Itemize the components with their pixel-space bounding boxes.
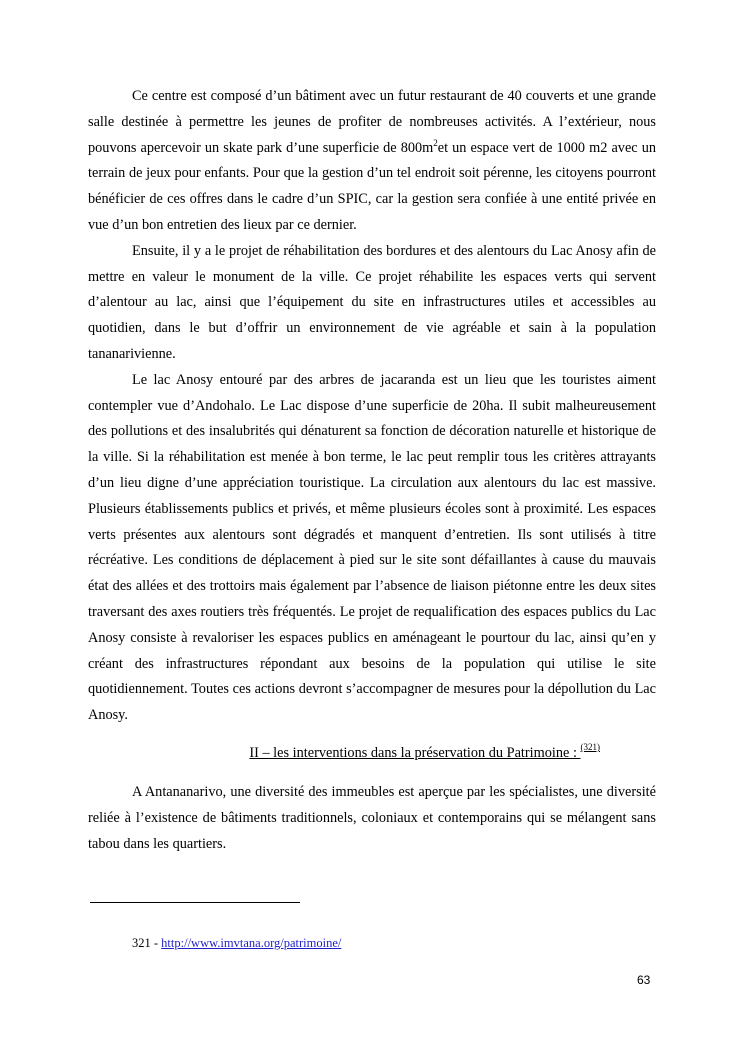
superscript-2: 2 [433, 137, 438, 148]
paragraph-antananarivo: A Antananarivo, une diversité des immeubles est aperçue par les spécialistes, une diversité reliée à l’existence de bâtiments traditionnels, coloniaux et contemporains qui se mélangent sans tabou dans les quartiers. [88, 783, 656, 852]
footnote-link[interactable]: http://www.imvtana.org/patrimoine/ [161, 936, 342, 950]
page-body [88, 84, 656, 857]
footnote [132, 935, 341, 951]
page-number: 63 [637, 973, 651, 987]
footnote-reference[interactable]: (321) [580, 741, 600, 752]
paragraph-centre [88, 84, 656, 239]
footnote-number: 321 - [132, 936, 162, 950]
footnote-separator [90, 902, 300, 903]
section-heading [88, 740, 656, 766]
section-heading-title: II – les interventions dans la préservation du Patrimoine : [249, 744, 581, 761]
paragraph-lac-anosy-description: Le lac Anosy entouré par des arbres de jacaranda est un lieu que les touristes aiment contempler vue d’Andohalo. Le Lac dispose d’une superficie de 20ha. Il subit malheureusement des pollutions et des insalubrités qui dénaturent sa fonction de décoration naturelle et historique de la ville. Si la réhabilitation est menée à bon terme, le lac peut remplir tous les critères attrayants d’un lieu digne d’une appréciation touristique. La circulation aux alentours du lac est massive. Plusieurs établissements publics et privés, et même plusieurs écoles sont à proximité. Les espaces verts présentes aux alentours sont dégradés et manquent d’entretien. Ils sont utilisés à titre récréative. Les conditions de déplacement à pied sur le site sont défaillantes à cause du mauvais état des allées et des trottoirs mais également par l’absence de liaison piétonne entre les deux sites traversant des axes routiers très fréquentés. Le projet de requalification des espaces publics du Lac Anosy consiste à revaloriser les espaces publics en aménageant le pourtour du lac, ainsi qu’en y créant des infrastructures répondant aux besoins de la population qui utilise le site quotidiennement. Toutes ces actions devront s’accompagner de mesures pour la dépollution du Lac Anosy. [88, 371, 656, 724]
paragraph-centre-text-a: Ce centre est composé d’un bâtiment avec un futur restaurant de 40 couverts et une grande salle destinée à permettre les jeunes de profiter de nombreuses activités. A l’extérieur, nous pouvons apercevoir un skate park d’une superficie de 800m [88, 88, 656, 156]
paragraph-lac-anosy-project: Ensuite, il y a le projet de réhabilitation des bordures et des alentours du Lac Anosy afin de mettre en valeur le monument de la ville. Ce projet réhabilite les espaces verts qui servent d’alentour au lac, ainsi que l’équipement du site en infrastructures utiles et accessibles au quotidien, dans le but d’offrir un environnement de vie agréable et sain à la population tananarivienne. [88, 242, 656, 362]
paragraph-centre-text-b: et un espace vert de 1000 m2 avec un terrain de jeux pour enfants. Pour que la gestion d’un tel endroit soit pérenne, les citoyens pourront bénéficier de ces offres dans le cadre d’un SPIC, car la gestion sera confiée à une entité privée en vue d’un bon entretien des lieux par ce dernier. [88, 139, 657, 233]
